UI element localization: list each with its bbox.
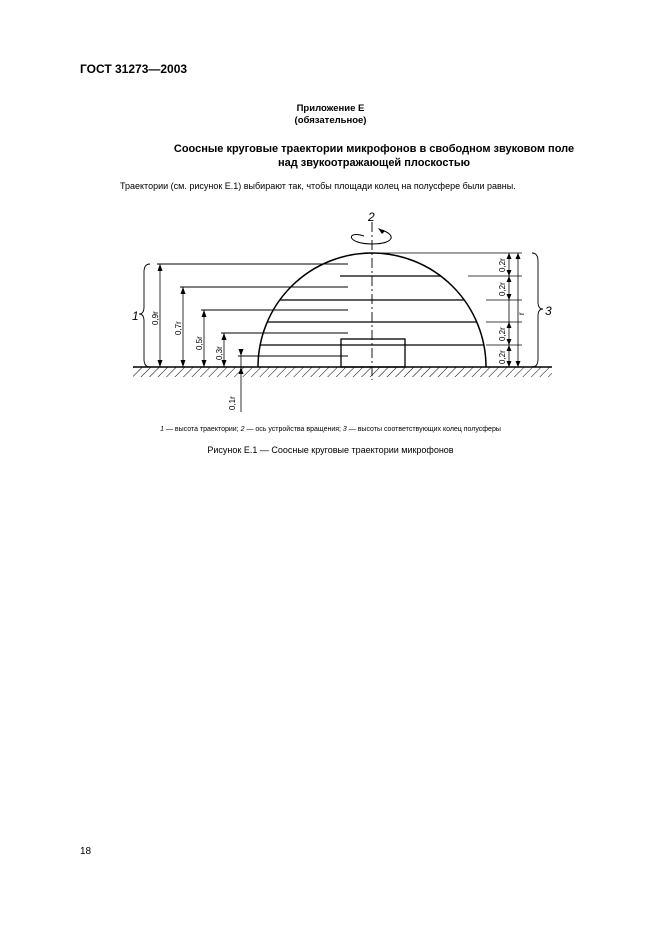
legend-text-2: — ось устройства вращения; <box>244 426 343 433</box>
figure-hemisphere-trajectories <box>0 200 661 420</box>
dim-label-09r: 0,9r <box>151 311 160 325</box>
rotation-arrowhead <box>378 228 385 234</box>
legend-num-3: 3 <box>342 426 347 433</box>
right-brace <box>532 253 543 367</box>
label-rings-3: 3 <box>545 304 552 318</box>
left-brace <box>139 264 150 367</box>
annex-heading <box>0 103 661 127</box>
figure-legend <box>0 426 661 433</box>
legend-text-1: — высота траектории; <box>164 426 241 433</box>
section-title-line-1: Соосные круговые траектории микрофонов в свободном звуковом поле <box>173 143 575 155</box>
legend-text-3: — высоты соответствующих колец полусферы <box>346 426 501 433</box>
figure-caption: Рисунок Е.1 — Соосные круговые траектории микрофонов <box>207 445 454 455</box>
dim-label-01r: 0,1r <box>228 396 237 410</box>
label-heights-1: 1 <box>132 309 139 323</box>
ground-hatching <box>133 367 552 377</box>
document-code: ГОСТ 31273—2003 <box>80 62 188 76</box>
dim-label-ring-2: 0,2r <box>498 282 507 296</box>
section-title <box>100 142 648 170</box>
dim-label-05r: 0,5r <box>195 336 204 350</box>
rotating-device <box>341 339 405 367</box>
dim-label-radius: r <box>517 312 526 315</box>
dim-label-ring-1: 0,2r <box>498 258 507 272</box>
left-dimension-arrows <box>158 264 244 374</box>
section-title-line-2: над звукоотражающей плоскостью <box>277 157 471 169</box>
page-number: 18 <box>80 846 92 857</box>
legend-num-1: 1 <box>160 426 165 433</box>
dim-label-ring-3: 0,2r <box>498 327 507 341</box>
right-dimension-labels <box>498 258 526 364</box>
rotation-arrow <box>351 230 391 244</box>
trajectory-lines <box>157 264 348 356</box>
annex-title: Приложение Е <box>296 103 365 114</box>
label-axis-2: 2 <box>368 210 375 224</box>
dim-label-07r: 0,7r <box>174 321 183 335</box>
dim-label-ring-4: 0,2r <box>498 350 507 364</box>
annex-status: (обязательное) <box>294 115 367 126</box>
dim-label-03r: 0,3r <box>215 346 224 360</box>
intro-paragraph: Траектории (см. рисунок Е.1) выбирают так, чтобы площади колец на полусфере были равны. <box>120 181 516 191</box>
legend-num-2: 2 <box>240 426 245 433</box>
